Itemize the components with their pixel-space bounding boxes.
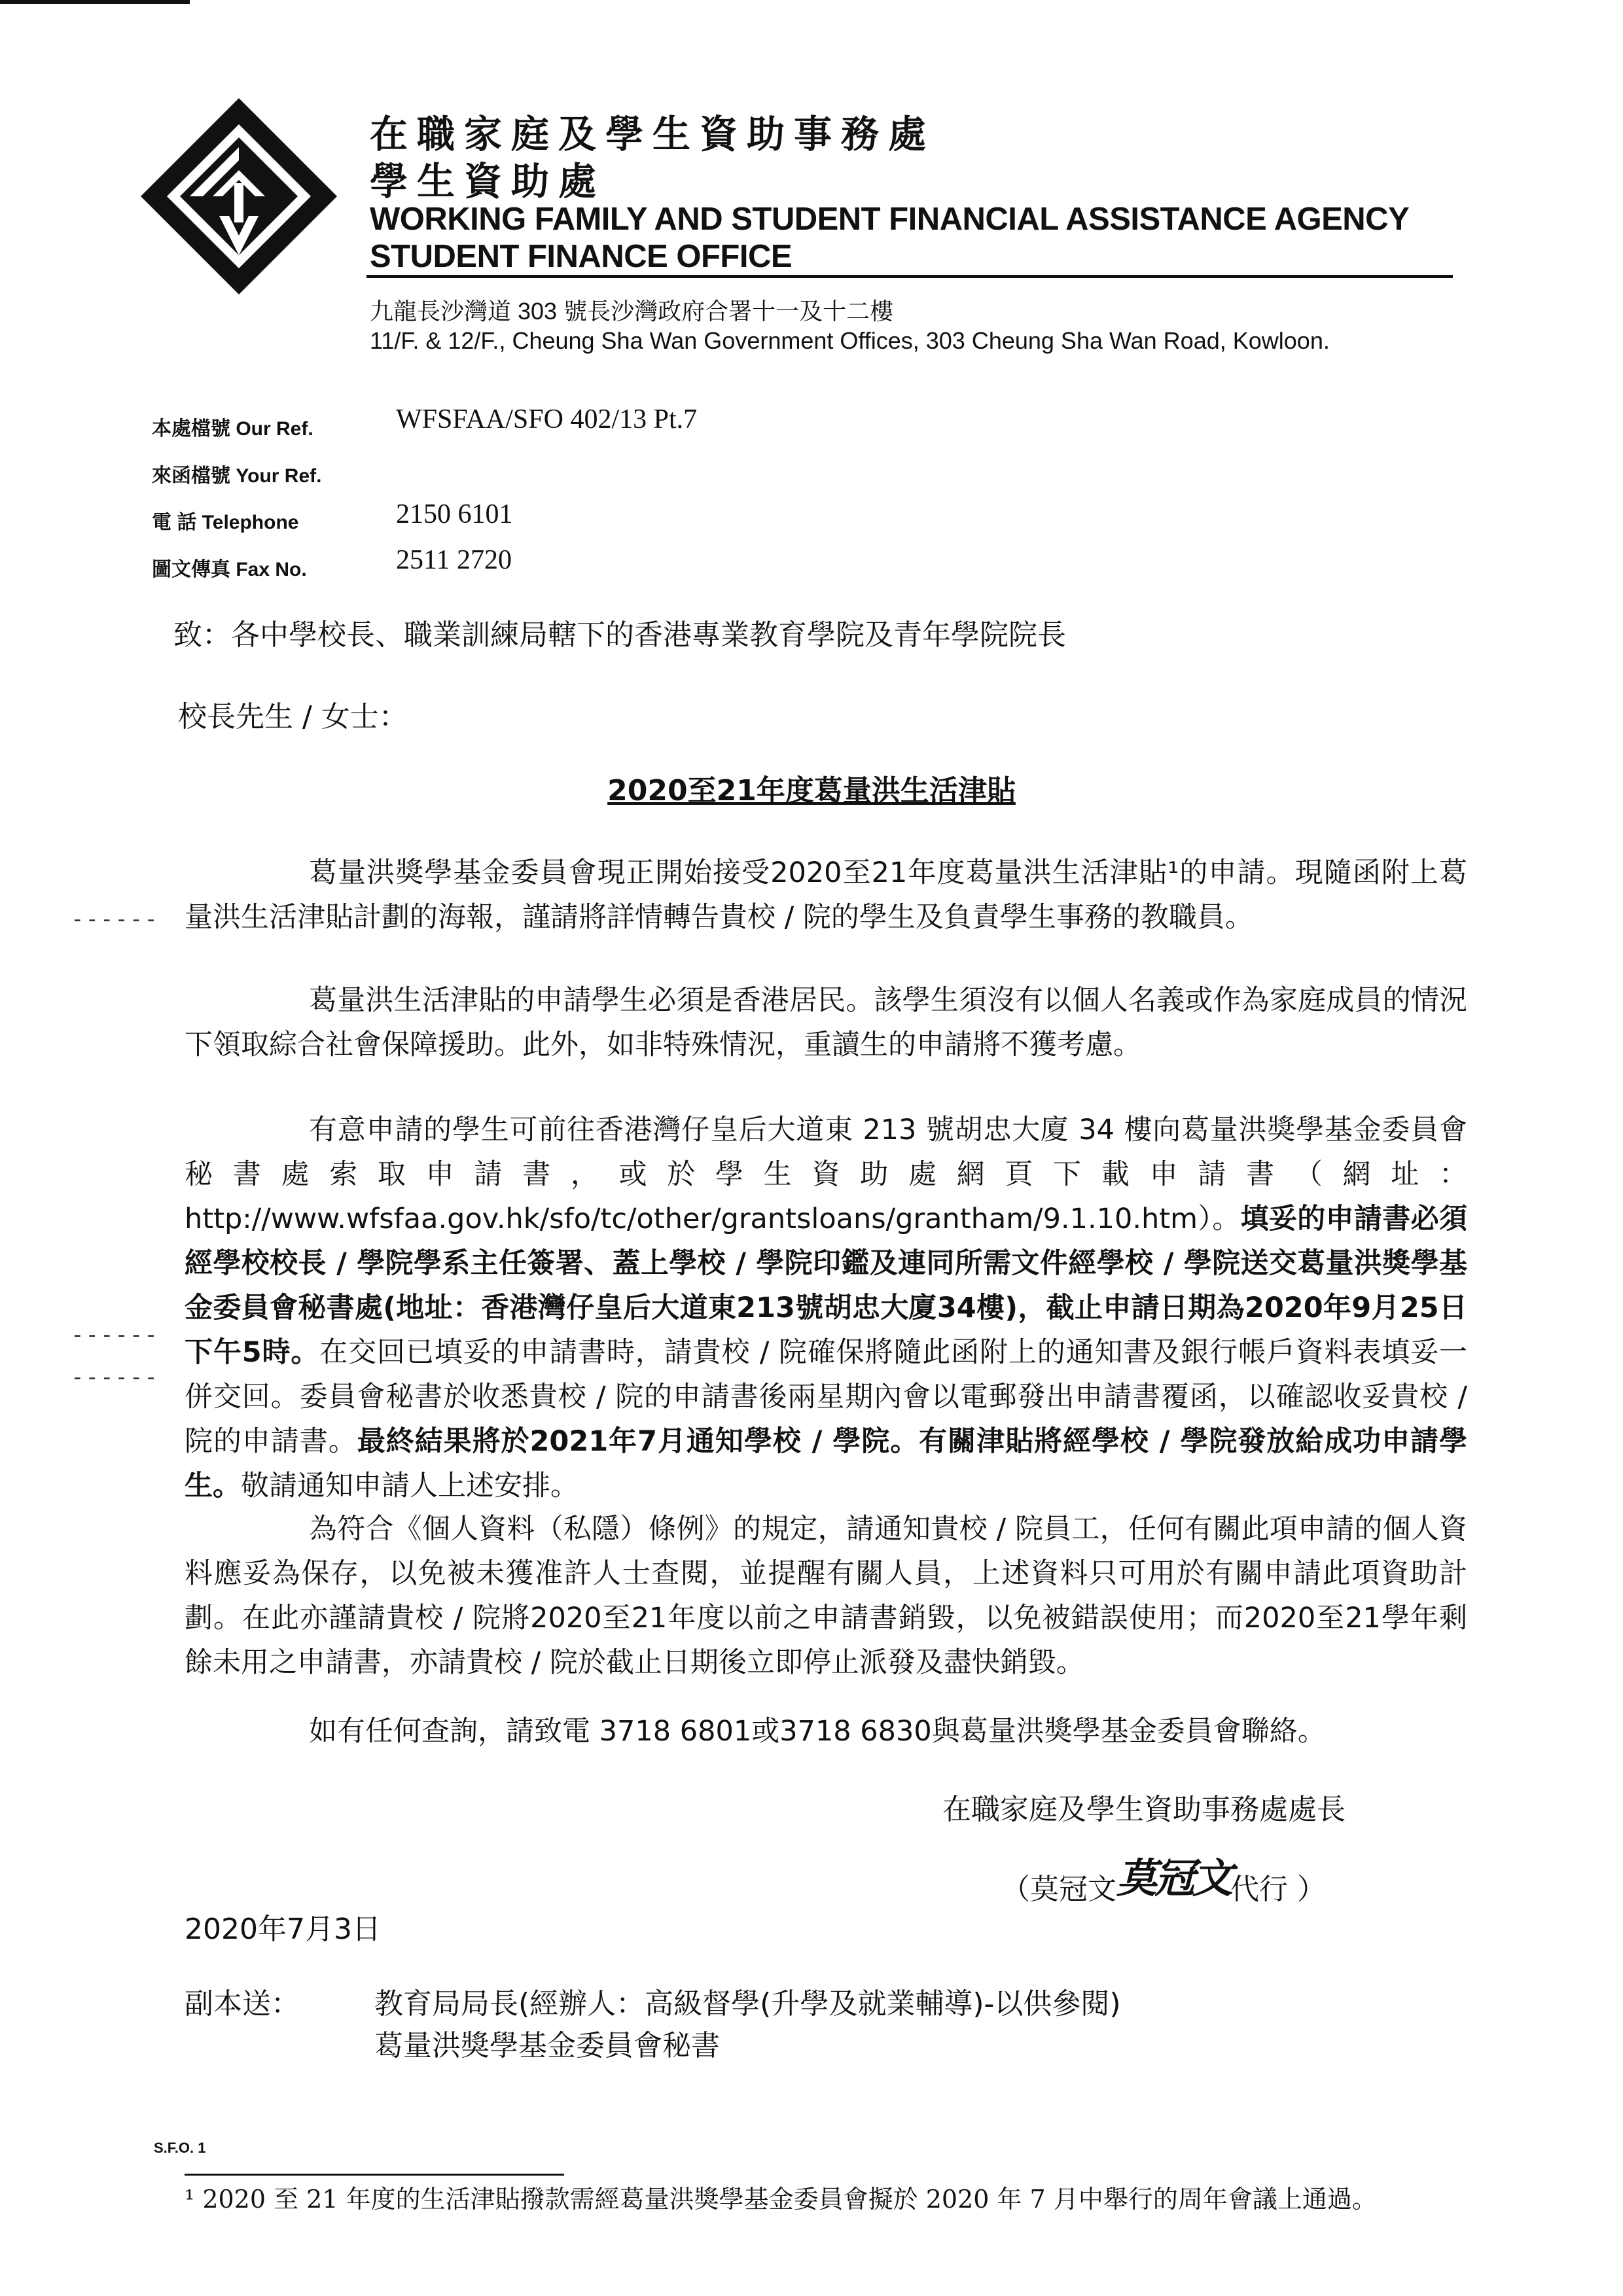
- our-ref-label: 本處檔號 Our Ref.: [152, 418, 313, 440]
- form-code: S.F.O. 1: [154, 2140, 206, 2156]
- agency-logo: [141, 98, 337, 294]
- fax-label: 圖文傳真 Fax No.: [152, 559, 307, 580]
- office-name-zh: 學生資助處: [370, 159, 606, 203]
- org-name-zh: 在職家庭及學生資助事務處: [370, 112, 936, 156]
- paragraph-1: 葛量洪獎學基金委員會現正開始接受2020至21年度葛量洪生活津貼¹的申請。現隨函附上葛量洪生活津貼計劃的海報，謹請將詳情轉告貴校 / 院的學生及負責學生事務的教職員。: [185, 857, 1467, 934]
- paragraph-3-part-a: 有意申請的學生可前往香港灣仔皇后大道東 213 號胡忠大廈 34 樓向葛量洪獎學基金委員會秘書處索取申請書，或於學生資助處網頁下載申請書（網址：http://www.wfsfaa.gov.hk/sfo/tc/other/grantsloans/grantham/9.1.10.htm）。: [185, 1114, 1467, 1235]
- signatory-title: 在職家庭及學生資助事務處處長: [942, 1793, 1346, 1826]
- cc-recipient-1: 教育局局長(經辦人：高級督學(升學及就業輔導)-以供參閱): [374, 1987, 1121, 2021]
- fax-value: 2511 2720: [396, 545, 512, 575]
- our-ref-value: WFSFAA/SFO 402/13 Pt.7: [396, 404, 698, 434]
- letter-date: 2020年7月3日: [185, 1913, 381, 1946]
- margin-dash-mark: ------: [71, 1364, 159, 1390]
- paragraph-4: 為符合《個人資料（私隱）條例》的規定，請通知貴校 / 院員工，任何有關此項申請的個人資料應妥為保存，以免被未獲准許人士查閱，並提醒有關人員，上述資料只可用於有關申請此項資助計劃。在此亦謹請貴校 / 院將2020至21年度以前之申請書銷毀，以免被錯誤使用；而2020至21學年剩餘未用之申請書，亦請貴校 / 院於截止日期後立即停止派發及盡快銷毀。: [185, 1513, 1467, 1679]
- org-name-en: WORKING FAMILY AND STUDENT FINANCIAL ASSISTANCE AGENCY: [370, 202, 1410, 237]
- your-ref-label: 來函檔號 Your Ref.: [152, 465, 322, 487]
- telephone-value: 2150 6101: [396, 499, 513, 529]
- paragraph-3: [185, 1108, 1467, 1508]
- address-zh: 九龍長沙灣道 303 號長沙灣政府合署十一及十二樓: [370, 298, 894, 325]
- signatory-name-open: （莫冠文: [1001, 1873, 1116, 1906]
- footnote: ¹ 2020 至 21 年度的生活津貼撥款需經葛量洪獎學基金委員會擬於 2020 年 7 月中舉行的周年會議上通過。: [185, 2185, 1377, 2214]
- address-en: 11/F. & 12/F., Cheung Sha Wan Government Offices, 303 Cheung Sha Wan Road, Kowloon.: [370, 327, 1330, 354]
- office-name-en: STUDENT FINANCE OFFICE: [370, 239, 793, 274]
- cc-recipient-2: 葛量洪獎學基金委員會秘書: [374, 2029, 720, 2062]
- paragraph-3-part-b: 填妥的申請書必須經學校校長 / 學院學系主任簽署、蓋上學校 / 學院印鑑及連同所需文件經學校 / 學院送交葛量洪獎學基金委員會秘書處(地址：香港灣仔皇后大道東213號胡忠大廈34樓)，截止申請日期為2020年9月25日下午5時。: [185, 1203, 1468, 1369]
- paragraph-3-part-e: 敬請通知申請人上述安排。: [241, 1470, 579, 1502]
- signature-line: [1001, 1854, 1327, 1910]
- footnote-rule: [185, 2174, 564, 2176]
- cc-label: 副本送：: [185, 1987, 300, 2021]
- scan-edge-line: [0, 0, 190, 4]
- handwritten-signature: 莫冠文: [1116, 1854, 1231, 1902]
- margin-dash-mark: ------: [71, 906, 159, 932]
- signatory-name-close: 代行 ）: [1230, 1873, 1327, 1906]
- paragraph-3-part-d: 最終結果將於2021年7月通知學校 / 學院。有關津貼將經學校 / 學院發放給成功申請學生。: [185, 1425, 1468, 1502]
- salutation: 校長先生 / 女士：: [178, 700, 408, 733]
- margin-dash-mark: ------: [71, 1322, 159, 1348]
- telephone-label: 電 話 Telephone: [152, 512, 299, 533]
- letter-title: 2020至21年度葛量洪生活津貼: [607, 774, 1016, 807]
- paragraph-3-part-c: 在交回已填妥的申請書時，請貴校 / 院確保將隨此函附上的通知書及銀行帳戶資料表填妥一併交回。委員會秘書於收悉貴校 / 院的申請書後兩星期內會以電郵發出申請書覆函，以確認收妥貴校 / 院的申請書。: [185, 1336, 1467, 1458]
- recipient-line: 致：各中學校長、職業訓練局轄下的香港專業教育學院及青年學院院長: [173, 618, 1066, 652]
- header-rule: [366, 275, 1453, 278]
- paragraph-2: 葛量洪生活津貼的申請學生必須是香港居民。該學生須沒有以個人名義或作為家庭成員的情況下領取綜合社會保障援助。此外，如非特殊情況，重讀生的申請將不獲考慮。: [185, 984, 1467, 1061]
- paragraph-5: 如有任何查詢，請致電 3718 6801或3718 6830與葛量洪獎學基金委員會聯絡。: [309, 1715, 1326, 1748]
